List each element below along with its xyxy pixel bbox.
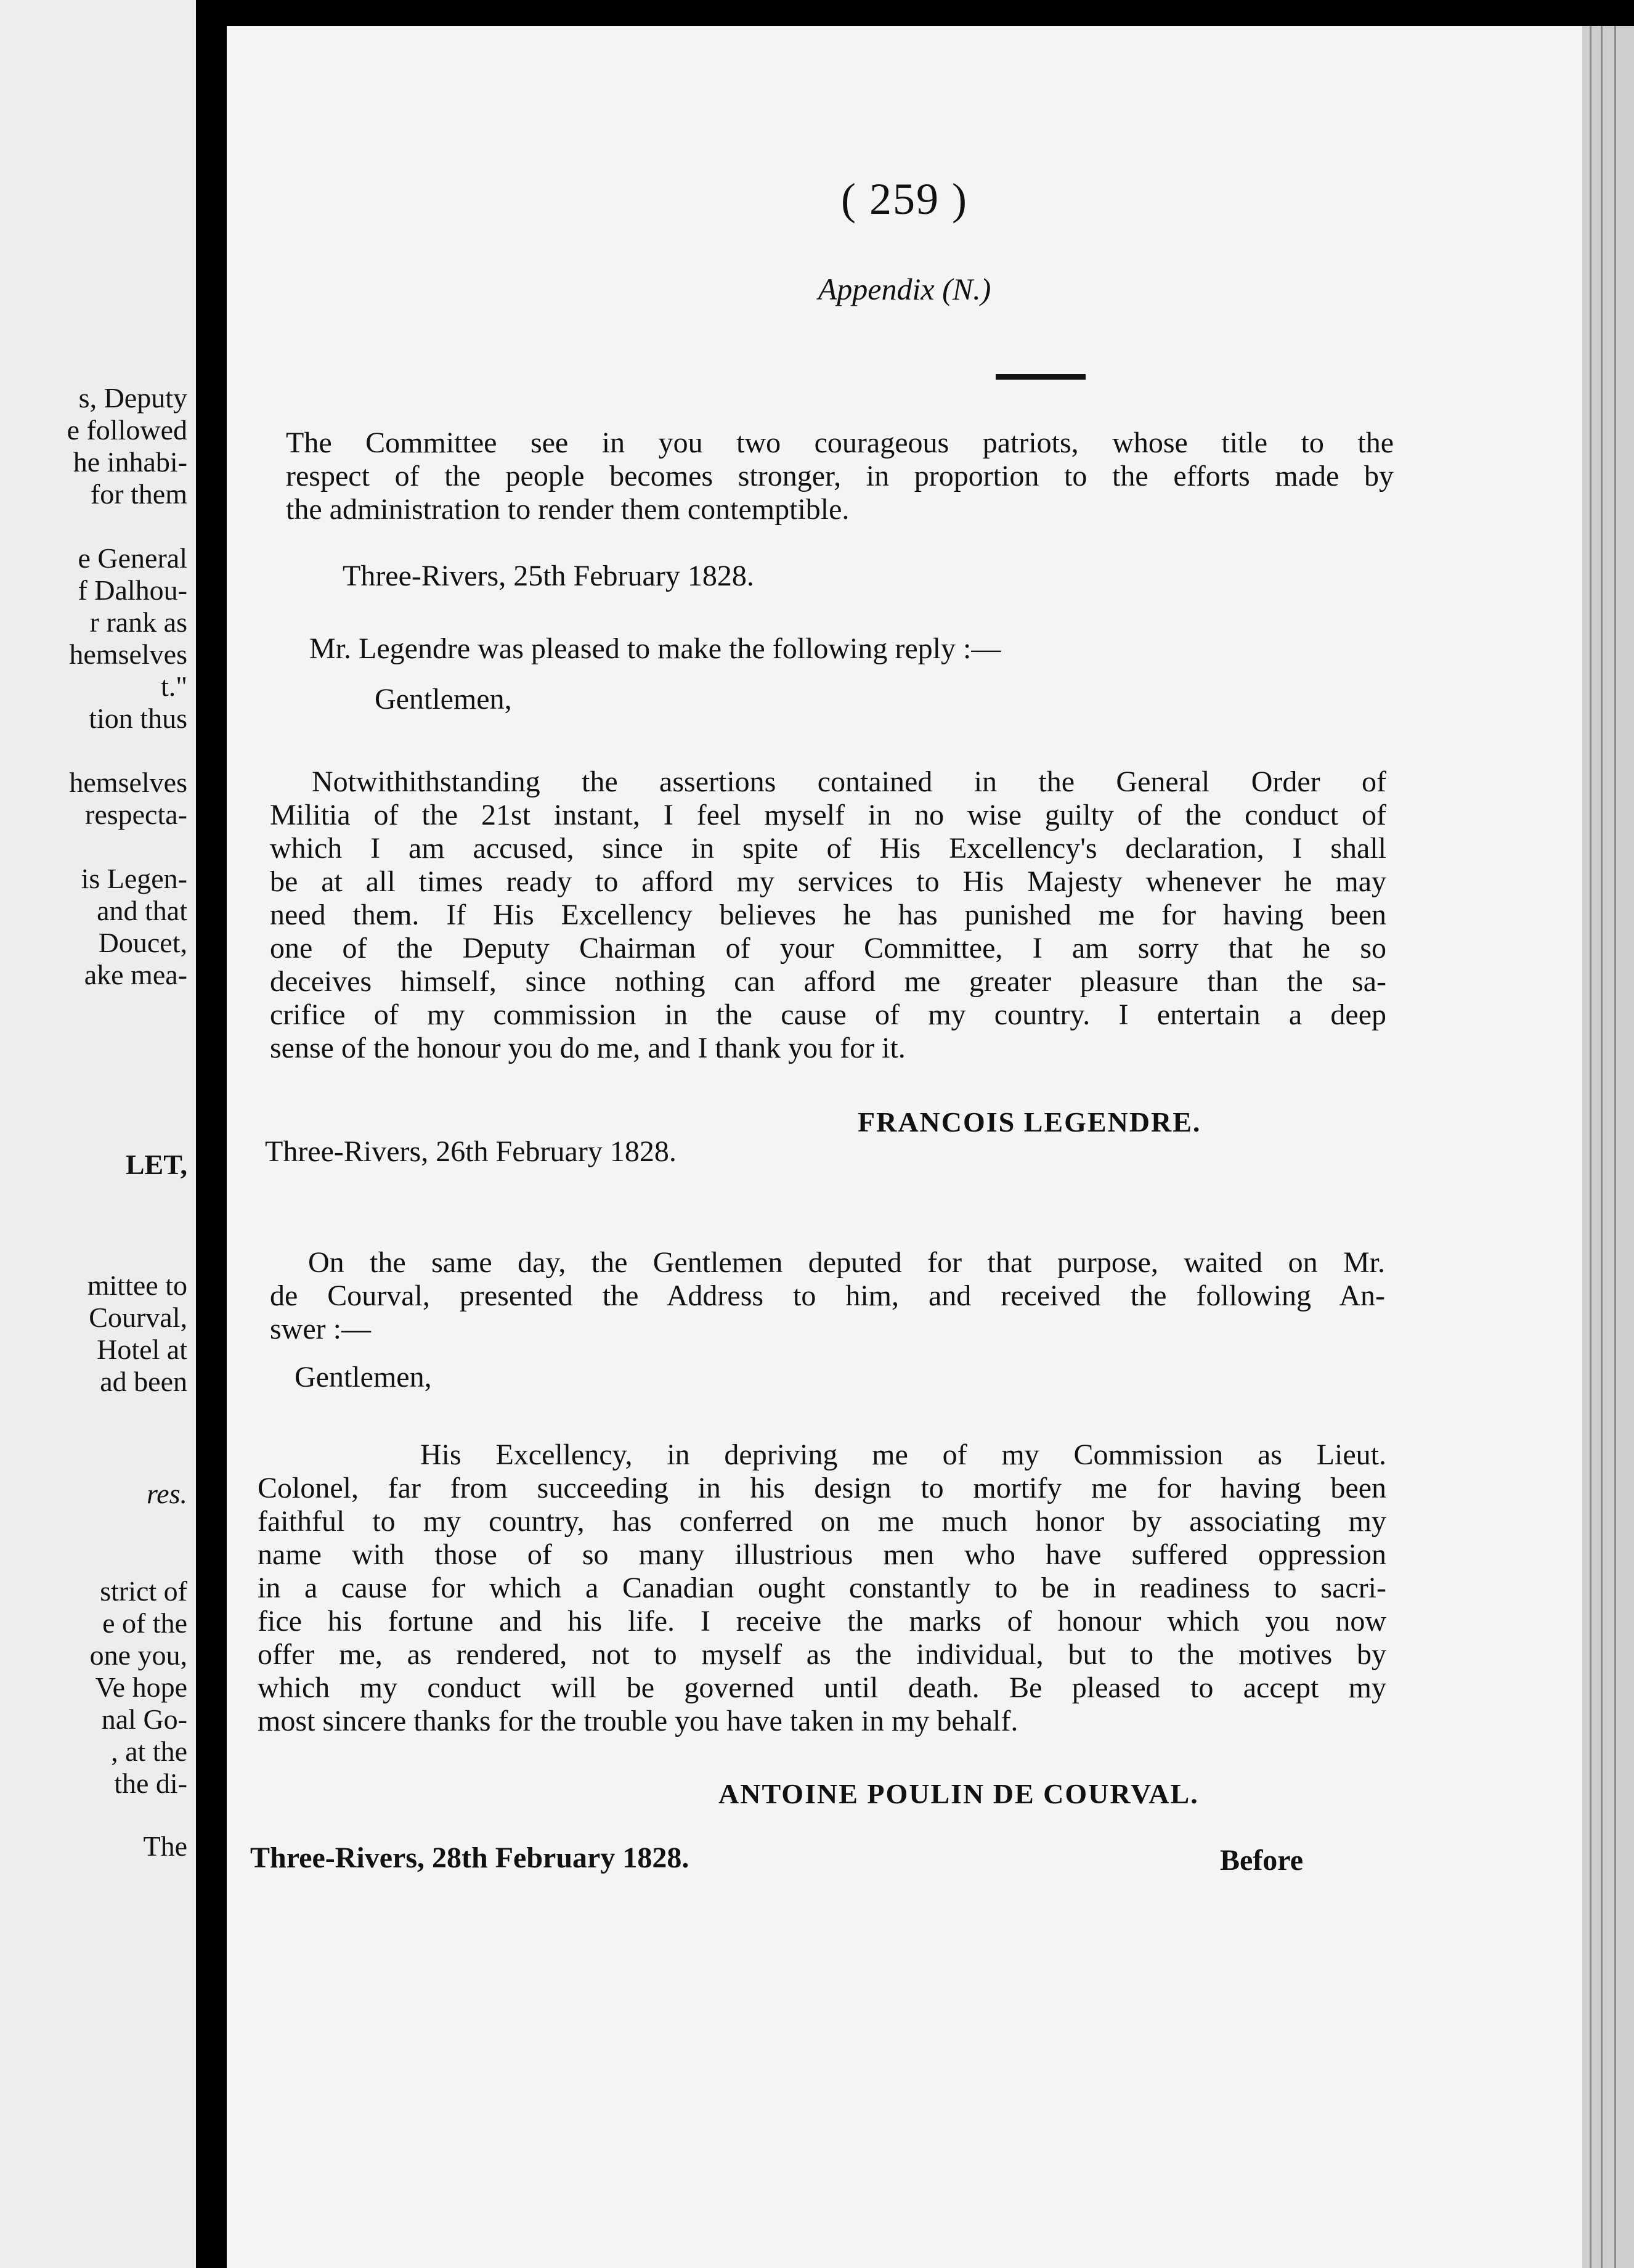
text-line: Colonel, far from succeeding in his design to mortify me for having been bbox=[258, 1472, 1386, 1504]
left-page-fragment: tion thus bbox=[89, 703, 187, 734]
text-line: respect of the people becomes stronger, in proportion to the efforts made by bbox=[286, 460, 1394, 492]
left-page-fragment: t." bbox=[160, 671, 187, 702]
text-line: one of the Deputy Chairman of your Committee, I am sorry that he so bbox=[270, 932, 1386, 965]
left-page-fragment: hemselves bbox=[69, 767, 187, 798]
page-edge bbox=[1582, 26, 1634, 2268]
salutation: Gentlemen, bbox=[295, 1361, 432, 1393]
text-line: On the same day, the Gentlemen deputed for that purpose, waited on Mr. bbox=[308, 1246, 1385, 1279]
text-line: be at all times ready to afford my services to His Majesty whenever he may bbox=[270, 865, 1386, 898]
left-page-fragment: ake mea- bbox=[84, 959, 187, 990]
text-line: Notwithithstanding the assertions contained in the General Order of bbox=[312, 765, 1386, 798]
left-page-fragment: respecta- bbox=[85, 799, 187, 830]
text-line: in a cause for which a Canadian ought constantly to be in readiness to sacri- bbox=[258, 1572, 1386, 1604]
left-page-fragment: e of the bbox=[102, 1607, 187, 1639]
dateline: Three-Rivers, 26th February 1828. bbox=[265, 1135, 677, 1168]
left-page-fragment: one you, bbox=[89, 1639, 187, 1671]
dateline: Three-Rivers, 25th February 1828. bbox=[343, 560, 754, 592]
signature: FRANCOIS LEGENDRE. bbox=[858, 1106, 1201, 1138]
left-page-fragment: LET, bbox=[125, 1149, 187, 1180]
text-line: which my conduct will be governed until death. Be pleased to accept my bbox=[258, 1671, 1386, 1704]
appendix-heading: Appendix (N.) bbox=[818, 272, 991, 306]
left-page-fragment: Doucet, bbox=[98, 927, 187, 958]
courval-reply bbox=[258, 1438, 1386, 1738]
book-page bbox=[227, 26, 1582, 2268]
text-line: de Courval, presented the Address to him, and received the following An- bbox=[270, 1279, 1385, 1312]
dateline: Three-Rivers, 28th February 1828. bbox=[250, 1842, 689, 1874]
gutter bbox=[196, 0, 227, 2268]
left-page-fragment: he inhabi- bbox=[73, 446, 187, 478]
legendre-reply bbox=[270, 765, 1386, 1065]
page-number: ( 259 ) bbox=[841, 174, 968, 224]
left-page-fragment: ad been bbox=[100, 1366, 187, 1397]
previous-page-fragment bbox=[0, 0, 196, 2268]
left-page-fragment: s, Deputy bbox=[78, 382, 187, 414]
text-line: offer me, as rendered, not to myself as the individual, but to the motives by bbox=[258, 1638, 1386, 1671]
text-line: His Excellency, in depriving me of my Commission as Lieut. bbox=[420, 1438, 1386, 1471]
text-line: deceives himself, since nothing can afford me greater pleasure than the sa- bbox=[270, 965, 1386, 998]
left-page-fragment: The bbox=[143, 1830, 187, 1862]
left-page-fragment: nal Go- bbox=[101, 1703, 187, 1735]
left-page-fragment: for them bbox=[90, 478, 187, 510]
text-line: sense of the honour you do me, and I thank you for it. bbox=[270, 1032, 906, 1064]
text-line: which I am accused, since in spite of His Excellency's declaration, I shall bbox=[270, 832, 1386, 865]
left-page-fragment: res. bbox=[146, 1478, 187, 1509]
text-line: swer :— bbox=[270, 1313, 371, 1345]
text-line: fice his fortune and his life. I receive the marks of honour which you now bbox=[258, 1605, 1386, 1638]
text-line: the administration to render them contemptible. bbox=[286, 493, 850, 526]
text-line: most sincere thanks for the trouble you have taken in my behalf. bbox=[258, 1705, 1018, 1737]
signature: ANTOINE POULIN DE COURVAL. bbox=[718, 1778, 1199, 1809]
text-line: The Committee see in you two courageous patriots, whose title to the bbox=[286, 426, 1394, 459]
left-page-fragment: the di- bbox=[114, 1768, 187, 1799]
left-page-fragment: strict of bbox=[100, 1575, 187, 1607]
left-page-fragment: e General bbox=[78, 542, 187, 574]
text-line: Militia of the 21st instant, I feel myself in no wise guilty of the conduct of bbox=[270, 799, 1386, 831]
reply-intro: Mr. Legendre was pleased to make the following reply :— bbox=[309, 632, 1001, 665]
text-line: name with those of so many illustrious men who have suffered oppression bbox=[258, 1538, 1386, 1571]
text-line: faithful to my country, has conferred on me much honor by associating my bbox=[258, 1505, 1386, 1538]
left-page-fragment: f Dalhou- bbox=[78, 574, 187, 606]
left-page-fragment: e followed bbox=[67, 414, 187, 446]
salutation: Gentlemen, bbox=[375, 683, 512, 716]
courval-intro bbox=[270, 1246, 1385, 1346]
committee-paragraph bbox=[286, 426, 1394, 526]
text-line: crifice of my commission in the cause of my country. I entertain a deep bbox=[270, 998, 1386, 1031]
catchword: Before bbox=[1220, 1844, 1304, 1877]
left-page-fragment: , at the bbox=[111, 1736, 187, 1767]
left-page-fragment: hemselves bbox=[69, 638, 187, 670]
heading-rule bbox=[996, 374, 1086, 380]
left-page-fragment: r rank as bbox=[89, 606, 187, 638]
text-line: need them. If His Excellency believes he has punished me for having been bbox=[270, 899, 1386, 931]
left-page-fragment: Hotel at bbox=[97, 1334, 187, 1365]
left-page-fragment: and that bbox=[97, 895, 187, 926]
left-page-fragment: Ve hope bbox=[95, 1671, 187, 1703]
left-page-fragment: is Legen- bbox=[81, 863, 187, 894]
left-page-fragment: mittee to bbox=[87, 1270, 187, 1301]
left-page-fragment: Courval, bbox=[89, 1302, 187, 1333]
